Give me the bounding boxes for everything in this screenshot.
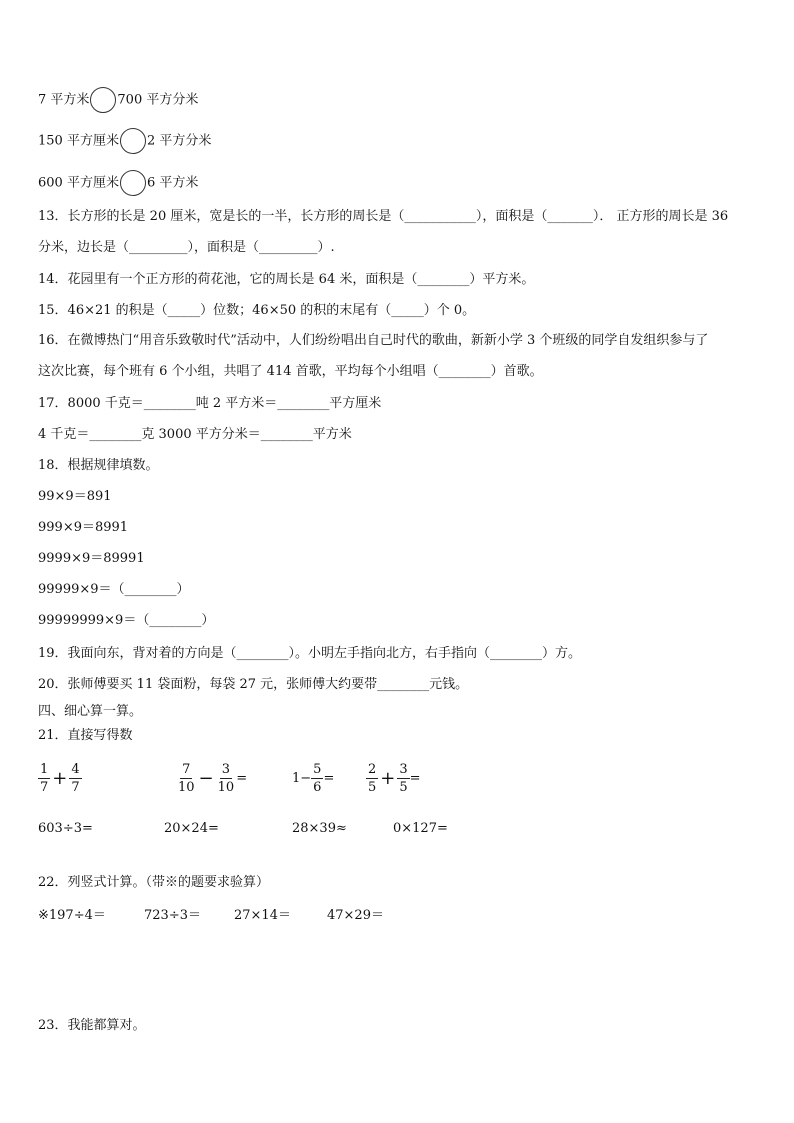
question-19: 19．我面向东，背对着的方向是（________）。小明左手指向北方，右手指向（________）方。 (38, 646, 582, 661)
question-16-line-2: 这次比赛，每个班有 6 个小组，共唱了 414 首歌，平均每个小组唱（________）首歌。 (38, 364, 543, 379)
pattern-row: 9999×9＝89991 (38, 551, 145, 566)
mental-math-item: 603÷3= (38, 821, 93, 836)
question-13-line-2: 分米，边长是（_________），面积是（_________）. (38, 240, 335, 255)
pattern-row: 99×9＝891 (38, 489, 112, 504)
fraction: $\frac{3}{10}$ (217, 762, 235, 795)
pattern-row: 999×9＝8991 (38, 520, 129, 535)
fraction-expression: 1− $\frac{5}{6}$ = (292, 762, 335, 795)
compare-answer-circle[interactable] (90, 87, 116, 113)
fraction: $\frac{5}{6}$ (313, 762, 322, 795)
mental-math-item: 20×24= (164, 821, 219, 836)
question-23: 23．我能都算对。 (38, 1018, 146, 1033)
question-13-line-1: 13．长方形的长是 20 厘米，宽是长的一半，长方形的周长是（___________），面积是（_______）． 正方形的周长是 36 (38, 209, 729, 224)
fraction-expression: $\frac{7}{10}$ − $\frac{3}{10}$ = (178, 762, 248, 795)
pattern-row: 99999999×9＝（________） (38, 613, 215, 628)
fraction: $\frac{3}{5}$ (399, 762, 408, 795)
vertical-calc-item: 723÷3＝ (144, 908, 201, 923)
mental-math-item: 0×127= (393, 821, 448, 836)
pattern-row: 99999×9＝（________） (38, 582, 190, 597)
vertical-calc-item: 27×14＝ (234, 908, 291, 923)
question-17-line-1: 17．8000 千克＝________吨 2 平方米＝________平方厘米 (38, 396, 382, 411)
fraction-expression: $\frac{1}{7}$ + $\frac{4}{7}$ (40, 762, 80, 795)
fraction: $\frac{7}{10}$ (178, 762, 195, 795)
compare-row-2: 150 平方厘米 2 平方分米 (38, 128, 211, 154)
question-17-line-2: 4 千克＝________克 3000 平方分米＝________平方米 (38, 427, 352, 442)
question-16-line-1: 16．在微博热门“用音乐致敬时代”活动中，人们纷纷唱出自己时代的歌曲，新新小学 3 个班级的同学自发组织参与了 (38, 333, 709, 348)
compare-answer-circle[interactable] (120, 170, 146, 196)
fraction: $\frac{2}{5}$ (368, 762, 377, 795)
vertical-calc-item: ※197÷4＝ (38, 908, 106, 923)
question-14: 14．花园里有一个正方形的荷花池，它的周长是 64 米，面积是（________）平方米。 (38, 272, 535, 287)
compare-row-3: 600 平方厘米 6 平方米 (38, 170, 198, 196)
compare-row-1: 7 平方米 700 平方分米 (38, 87, 198, 113)
vertical-calc-item: 47×29＝ (327, 908, 384, 923)
question-18-title: 18．根据规律填数。 (38, 458, 159, 473)
question-15: 15．46×21 的积是（_____）位数；46×50 的积的末尾有（_____）个 0。 (38, 303, 476, 318)
fraction: $\frac{4}{7}$ (71, 762, 80, 795)
compare-answer-circle[interactable] (120, 128, 146, 154)
fraction-expression: $\frac{2}{5}$ + $\frac{3}{5}$ = (368, 762, 421, 795)
question-21-title: 21．直接写得数 (38, 728, 133, 743)
section-heading: 四、细心算一算。 (38, 704, 143, 719)
mental-math-item: 28×39≈ (292, 821, 347, 836)
fraction: $\frac{1}{7}$ (40, 762, 49, 795)
question-22-title: 22．列竖式计算。（带※的题要求验算） (38, 875, 270, 890)
question-20: 20．张师傅要买 11 袋面粉，每袋 27 元，张师傅大约要带________元钱。 (38, 677, 469, 692)
